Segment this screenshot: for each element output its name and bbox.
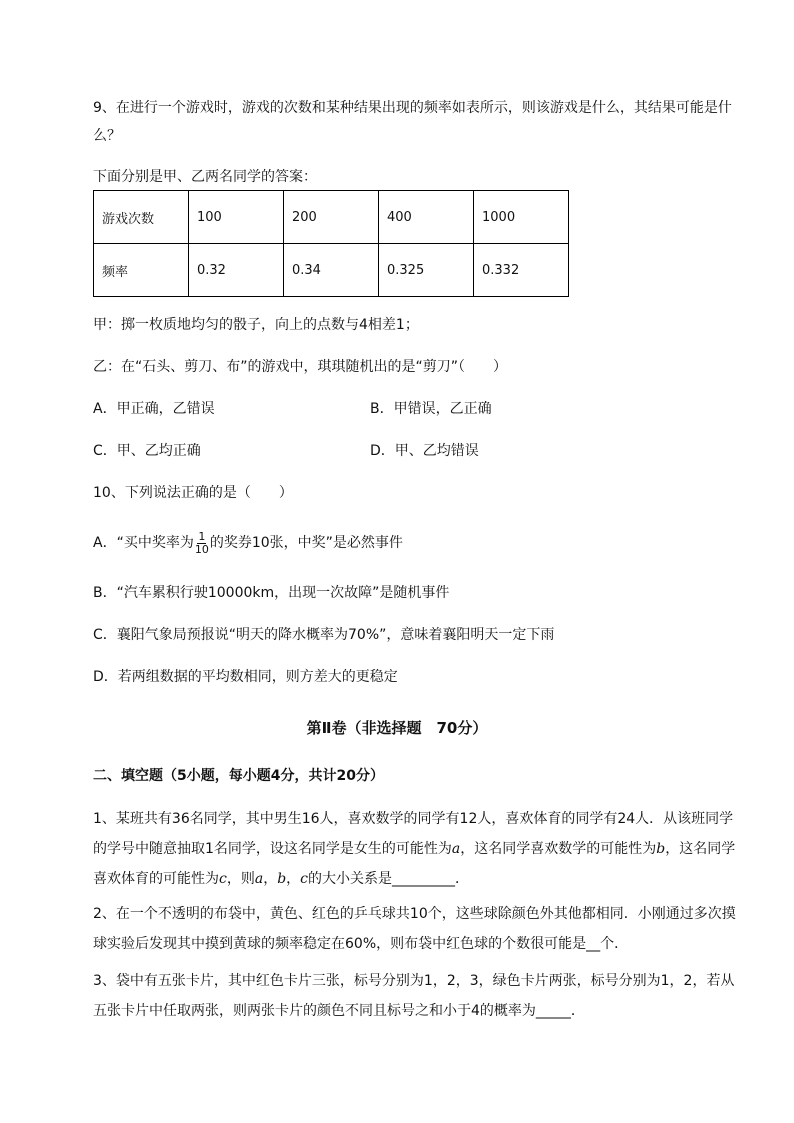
table-cell: 1000 (474, 191, 569, 244)
table-row (94, 191, 569, 244)
q10-stem: 10、下列说法正确的是（ ） (93, 485, 293, 501)
var-b: b (656, 841, 666, 857)
var-a: a (451, 841, 461, 857)
fraction-denominator: 10 (194, 542, 209, 556)
fill-question-3: 3、袋中有五张卡片，其中红色卡片三张，标号分别为1，2，3，绿色卡片两张，标号分别为1，2，若从五张卡片中任取两张，则两张卡片的颜色不同且标号之和小于4的概率为_____． (93, 973, 735, 1019)
var-c: c (300, 871, 309, 887)
q9-answer-jia: 甲：掷一枚质地均匀的骰子，向上的点数与4相差1； (93, 317, 419, 333)
fill1-text: 1、某班共有36名同学，其中男生16人，喜欢数学的同学有12人，喜欢体育的同学有24人．从该班同学的学号中随意抽取1名同学，设这名同学是女生的可能性为 (93, 811, 734, 857)
table-cell: 游戏次数 (94, 191, 189, 244)
fill1-text: ， (263, 871, 278, 887)
q10-option-c: C．襄阳气象局预报说“明天的降水概率为70%”，意味着襄阳明天一定下雨 (93, 627, 555, 643)
section-title: 第Ⅱ卷（非选择题 70分） (306, 719, 488, 737)
fill1-text: ，这名同学喜欢体育的可能性为 (93, 841, 736, 887)
fraction (195, 531, 209, 556)
fill1-text: 的大小关系是_________． (308, 871, 470, 887)
section-heading: 二、填空题（5小题，每小题4分，共计20分） (93, 768, 384, 784)
q9-option-d: D．甲、乙均错误 (370, 443, 479, 459)
table-cell: 200 (284, 191, 379, 244)
q9-stem: 9、在进行一个游戏时，游戏的次数和某种结果出现的频率如表所示，则该游戏是什么，其结果可能是什么？ (93, 100, 732, 144)
q9-intro: 下面分别是甲、乙两名同学的答案： (93, 169, 317, 185)
var-b: b (277, 871, 287, 887)
q9-answer-yi: 乙：在“石头、剪刀、布”的游戏中，琪琪随机出的是“剪刀”（ ） (93, 359, 508, 375)
q9-option-b: B．甲错误，乙正确 (370, 401, 492, 417)
table-cell: 0.332 (474, 244, 569, 297)
fill1-text: ，这名同学喜欢数学的可能性为 (460, 841, 657, 857)
table-cell: 400 (379, 191, 474, 244)
q10-option-a-post: 的奖券10张，中奖”是必然事件 (209, 535, 403, 551)
table-cell: 0.34 (284, 244, 379, 297)
q10-option-d: D．若两组数据的平均数相同，则方差大的更稳定 (93, 669, 398, 685)
q9-option-c: C．甲、乙均正确 (93, 443, 201, 459)
fill-question-2: 2、在一个不透明的布袋中，黄色、红色的乒乓球共10个，这些球除颜色外其他都相同．小刚通过多次摸球实验后发现其中摸到黄球的频率稳定在60%，则布袋中红色球的个数很可能是__个． (93, 906, 736, 952)
var-a: a (254, 871, 264, 887)
table-cell: 频率 (94, 244, 189, 297)
var-c: c (219, 871, 227, 887)
table-row (94, 244, 569, 297)
fraction-numerator: 1 (198, 529, 206, 543)
table-cell: 0.32 (189, 244, 284, 297)
q10-option-a (93, 525, 403, 561)
q10-option-b: B．“汽车累积行驶10000km，出现一次故障”是随机事件 (93, 585, 450, 601)
fill1-text: ，则 (226, 871, 255, 887)
q10-option-a-pre: A．“买中奖率为 (93, 535, 194, 551)
frequency-table (93, 190, 569, 297)
fill1-text: ， (286, 871, 301, 887)
table-cell: 0.325 (379, 244, 474, 297)
q9-option-a: A．甲正确，乙错误 (93, 401, 215, 417)
table-cell: 100 (189, 191, 284, 244)
fill-question-1 (93, 804, 738, 894)
